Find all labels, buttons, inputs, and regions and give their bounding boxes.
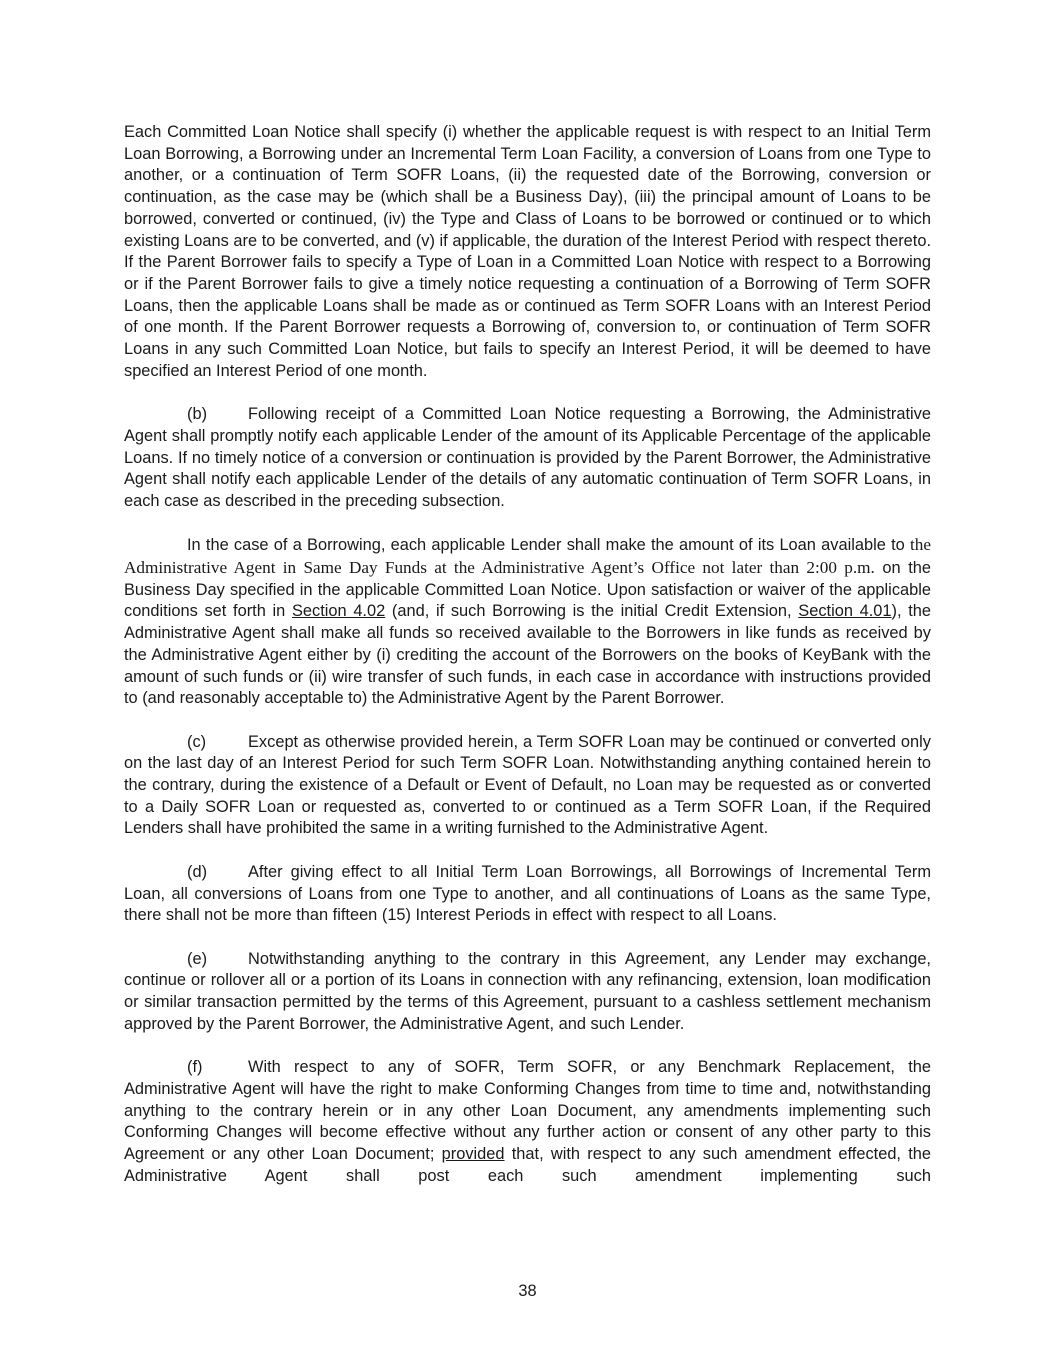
section-e-label: (e) — [187, 949, 208, 968]
funding-text-serif: the Administrative Agent in Same Day Funds at the Administrative Agent’s Office not later than 2:00 p.m. — [124, 535, 931, 578]
page-number: 38 — [518, 1282, 537, 1300]
section-b — [124, 404, 931, 513]
section-4-02-reference: Section 4.02 — [291, 602, 386, 621]
provided-term: provided — [441, 1144, 505, 1163]
funding-text-4: (and, if such Borrowing is the initial Credit Extension, — [385, 602, 799, 621]
section-f-text-2: that, with respect to any such amendment effected, the Administrative Agent shall post each such amendment implementing such — [124, 1144, 932, 1185]
section-c-text: Except as otherwise provided herein, a Term SOFR Loan may be continued or converted only on the last day of an Interest Period for such Term SOFR Loan. Notwithstanding anything contained herein to the contrary, during the existence of a Default or Event of Default, no Loan may be requested as or converted to a Daily SOFR Loan or requested as, converted to or continued as a Term SOFR Loan, if the Required Lenders shall have prohibited the same in a writing furnished to the Administrative Agent. — [124, 732, 931, 838]
funding-text-5: ), the Administrative Agent shall make all funds so received available to the Borrowers in like funds as received by the Administrative Agent either by (i) crediting the account of the Borrowers on the books of KeyBank with the amount of such funds or (ii) wire transfer of such funds, in each case in accordance with instructions provided to (and reasonably acceptable to) the Administrative Agent by the Parent Borrower. — [124, 602, 932, 708]
paragraph-funding — [124, 534, 931, 710]
paragraph-committed-loan-notice: Each Committed Loan Notice shall specify (i) whether the applicable request is with respect to an Initial Term Loan Borrowing, a Borrowing under an Incremental Term Loan Facility, a conversion of Loans from one Type to another, or a continuation of Term SOFR Loans, (ii) the requested date of the Borrowing, conversion or continuation, as the case may be (which shall be a Business Day), (iii) the principal amount of Loans to be borrowed, converted or continued, (iv) the Type and Class of Loans to be borrowed or continued or to which existing Loans are to be converted, and (v) if applicable, the duration of the Interest Period with respect thereto. If the Parent Borrower fails to specify a Type of Loan in a Committed Loan Notice with respect to a Borrowing or if the Parent Borrower fails to give a timely notice requesting a continuation of a Borrowing of Term SOFR Loans, then the applicable Loans shall be made as or continued as Term SOFR Loans with an Interest Period of one month. If the Parent Borrower requests a Borrowing of, conversion to, or continuation of Term SOFR Loans in any such Committed Loan Notice, but fails to specify an Interest Period, it will be deemed to have specified an Interest Period of one month. — [124, 123, 931, 380]
section-f-text-1: With respect to any of SOFR, Term SOFR, or any Benchmark Replacement, the Administrative Agent will have the right to make Conforming Changes from time to time and, notwithstanding anything to the contrary herein or in any other Loan Document, any amendments implementing such Conforming Changes will become effective without any further action or consent of any other party to this Agreement or any other Loan Document; — [124, 1058, 931, 1163]
section-f-label: (f) — [187, 1058, 203, 1077]
section-d-text: After giving effect to all Initial Term Loan Borrowings, all Borrowings of Incremental Term Loan, all conversions of Loans from one Type to another, and all continuations of Loans as the same Type, there shall not be more than fifteen (15) Interest Periods in effect with respect to all Loans. — [124, 862, 931, 925]
section-f — [124, 1057, 931, 1187]
funding-text-3: on the Business Day specified in the applicable Committed Loan Notice. Upon satisfaction or waiver of the applicable conditions set forth in — [124, 559, 931, 621]
section-c — [124, 732, 931, 841]
section-d-label: (d) — [187, 862, 208, 881]
funding-text-1: In the case of a Borrowing, each applicable Lender shall make the amount of its Loan available to — [187, 536, 910, 555]
section-4-01-reference: Section 4.01 — [798, 602, 892, 621]
section-b-text: Following receipt of a Committed Loan Notice requesting a Borrowing, the Administrative Agent shall promptly notify each applicable Lender of the amount of its Applicable Percentage of the applicable Loans. If no timely notice of a conversion or continuation is provided by the Parent Borrower, the Administrative Agent shall notify each applicable Lender of the details of any automatic continuation of Term SOFR Loans, in each case as described in the preceding subsection. — [124, 405, 931, 510]
document-page — [124, 122, 931, 1209]
section-d — [124, 862, 931, 927]
section-e — [124, 949, 931, 1036]
section-e-text: Notwithstanding anything to the contrary in this Agreement, any Lender may exchange, continue or rollover all or a portion of its Loans in connection with any refinancing, extension, loan modification or similar transaction permitted by the terms of this Agreement, pursuant to a cashless settlement mechanism approved by the Parent Borrower, the Administrative Agent, and such Lender. — [124, 949, 931, 1033]
section-c-label: (c) — [187, 732, 207, 751]
section-b-label: (b) — [187, 405, 208, 424]
